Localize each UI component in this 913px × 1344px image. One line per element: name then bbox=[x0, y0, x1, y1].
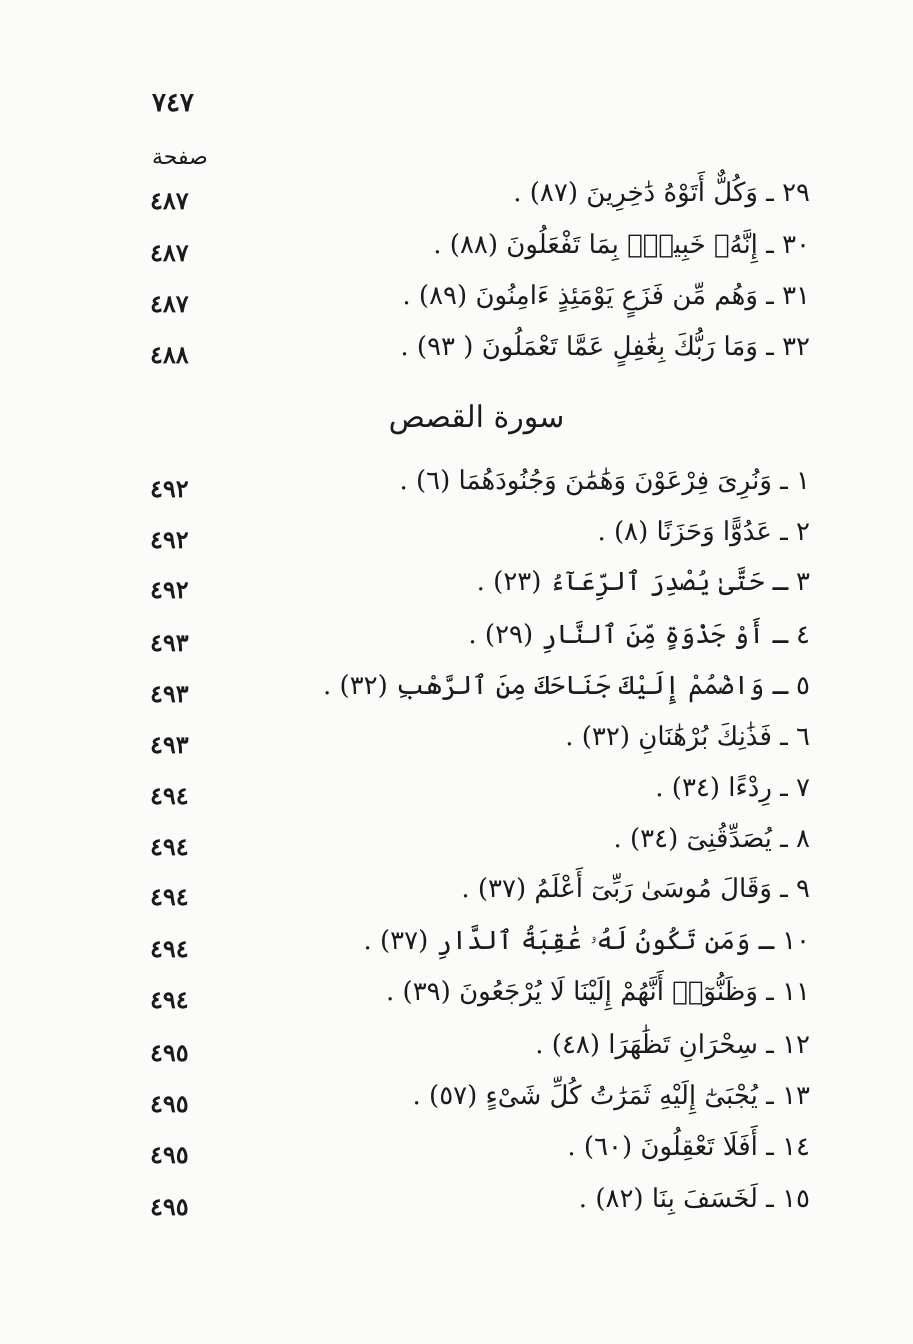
index-entry bbox=[150, 466, 810, 510]
verse-text: ١ ـ وَنُرِىَ فِرْعَوْنَ وَهَٰمَٰنَ وَجُنُودَهُمَا (٦) . bbox=[399, 466, 810, 496]
index-entry bbox=[150, 281, 810, 325]
verse-text: ١٠ ـ وَمَن تَكُونُ لَهُۥ عَٰقِبَةُ ٱلدَّارِ (٣٧) . bbox=[363, 926, 810, 956]
page-ref: ٤٩٣ bbox=[150, 730, 189, 759]
verse-text: ٨ ـ يُصَدِّقُنِىٓ (٣٤) . bbox=[613, 824, 810, 854]
page-ref: ٤٩٥ bbox=[150, 1038, 189, 1067]
verse-text: ٣٠ ـ إِنَّهُۥ خَبِيرٌۢ بِمَا تَفْعَلُونَ (٨٨) . bbox=[433, 230, 810, 260]
surah-title: سورة القصص bbox=[388, 400, 565, 435]
index-entry bbox=[150, 824, 810, 868]
page-number: ٧٤٧ bbox=[152, 88, 194, 118]
page-ref: ٤٩٥ bbox=[150, 1140, 189, 1169]
verse-text: ٤ ـ أَوْ جَذْوَةٍ مِّنَ ٱلنَّارِ (٢٩) . bbox=[468, 620, 810, 650]
verse-text: ٢٩ ـ وَكُلٌّ أَتَوْهُ دَٰخِرِينَ (٨٧) . bbox=[513, 178, 810, 208]
page-ref: ٤٩٢ bbox=[150, 474, 189, 503]
page-ref: ٤٩٤ bbox=[150, 985, 189, 1014]
page-ref: ٤٨٧ bbox=[150, 186, 189, 215]
verse-text: ١٢ ـ سِحْرَانِ تَظَٰهَرَا (٤٨) . bbox=[535, 1030, 810, 1060]
page-ref: ٤٩٢ bbox=[150, 575, 189, 604]
index-entry bbox=[150, 1132, 810, 1176]
index-entry bbox=[150, 620, 810, 664]
index-entry bbox=[150, 722, 810, 766]
index-entry bbox=[150, 230, 810, 274]
page-ref: ٤٩٥ bbox=[150, 1192, 189, 1221]
page-ref: ٤٩٤ bbox=[150, 882, 189, 911]
page-ref: ٤٨٧ bbox=[150, 289, 189, 318]
index-entry bbox=[150, 874, 810, 918]
index-entry bbox=[150, 1081, 810, 1125]
index-entry bbox=[150, 332, 810, 376]
index-entry bbox=[150, 1184, 810, 1228]
page-ref: ٤٩٥ bbox=[150, 1089, 189, 1118]
page-ref: ٤٩٤ bbox=[150, 832, 189, 861]
page-ref: ٤٩٤ bbox=[150, 781, 189, 810]
verse-text: ٩ ـ وَقَالَ مُوسَىٰ رَبِّىٓ أَعْلَمُ (٣٧) . bbox=[461, 874, 810, 904]
verse-text: ٣٢ ـ وَمَا رَبُّكَ بِغَٰفِلٍ عَمَّا تَعْمَلُونَ ( ٩٣) . bbox=[400, 332, 810, 362]
verse-text: ٣ ـ حَتَّىٰ يُصْدِرَ ٱلرِّعَآءُ (٢٣) . bbox=[476, 567, 810, 597]
page-ref: ٤٩٤ bbox=[150, 934, 189, 963]
index-entry bbox=[150, 178, 810, 222]
verse-text: ٧ ـ رِدْءًا (٣٤) . bbox=[655, 773, 810, 803]
index-entry bbox=[150, 1030, 810, 1074]
verse-text: ٦ ـ فَذَٰنِكَ بُرْهَٰنَانِ (٣٢) . bbox=[565, 722, 810, 752]
verse-text: ٢ ـ عَدُوًّا وَحَزَنًا (٨) . bbox=[597, 517, 810, 547]
page-ref: ٤٩٣ bbox=[150, 628, 189, 657]
verse-text: ١١ ـ وَظَنُّوٓا۟ أَنَّهُمْ إِلَيْنَا لَا يُرْجَعُونَ (٣٩) . bbox=[386, 977, 810, 1007]
verse-text: ١٣ ـ يُجْبَىٰٓ إِلَيْهِ ثَمَرَٰتُ كُلِّ شَىْءٍ (٥٧) . bbox=[412, 1081, 810, 1111]
index-entry bbox=[150, 567, 810, 611]
page-column-header: صفحة bbox=[152, 145, 208, 170]
index-entry bbox=[150, 977, 810, 1021]
page-ref: ٤٩٢ bbox=[150, 525, 189, 554]
index-entry bbox=[150, 773, 810, 817]
verse-text: ٥ ـ وَاضْمُمْ إِلَيْكَ جَنَاحَكَ مِنَ ٱلرَّهْبِ (٣٢) . bbox=[323, 671, 810, 701]
page-ref: ٤٨٧ bbox=[150, 238, 189, 267]
verse-text: ٣١ ـ وَهُم مِّن فَزَعٍ يَوْمَئِذٍ ءَامِنُونَ (٨٩) . bbox=[402, 281, 810, 311]
verse-text: ١٥ ـ لَخَسَفَ بِنَا (٨٢) . bbox=[578, 1184, 810, 1214]
page-ref: ٤٩٣ bbox=[150, 679, 189, 708]
index-entry bbox=[150, 517, 810, 561]
index-entry bbox=[150, 926, 810, 970]
verse-text: ١٤ ـ أَفَلَا تَعْقِلُونَ (٦٠) . bbox=[567, 1132, 810, 1162]
index-entry bbox=[150, 671, 810, 715]
page-ref: ٤٨٨ bbox=[150, 340, 189, 369]
